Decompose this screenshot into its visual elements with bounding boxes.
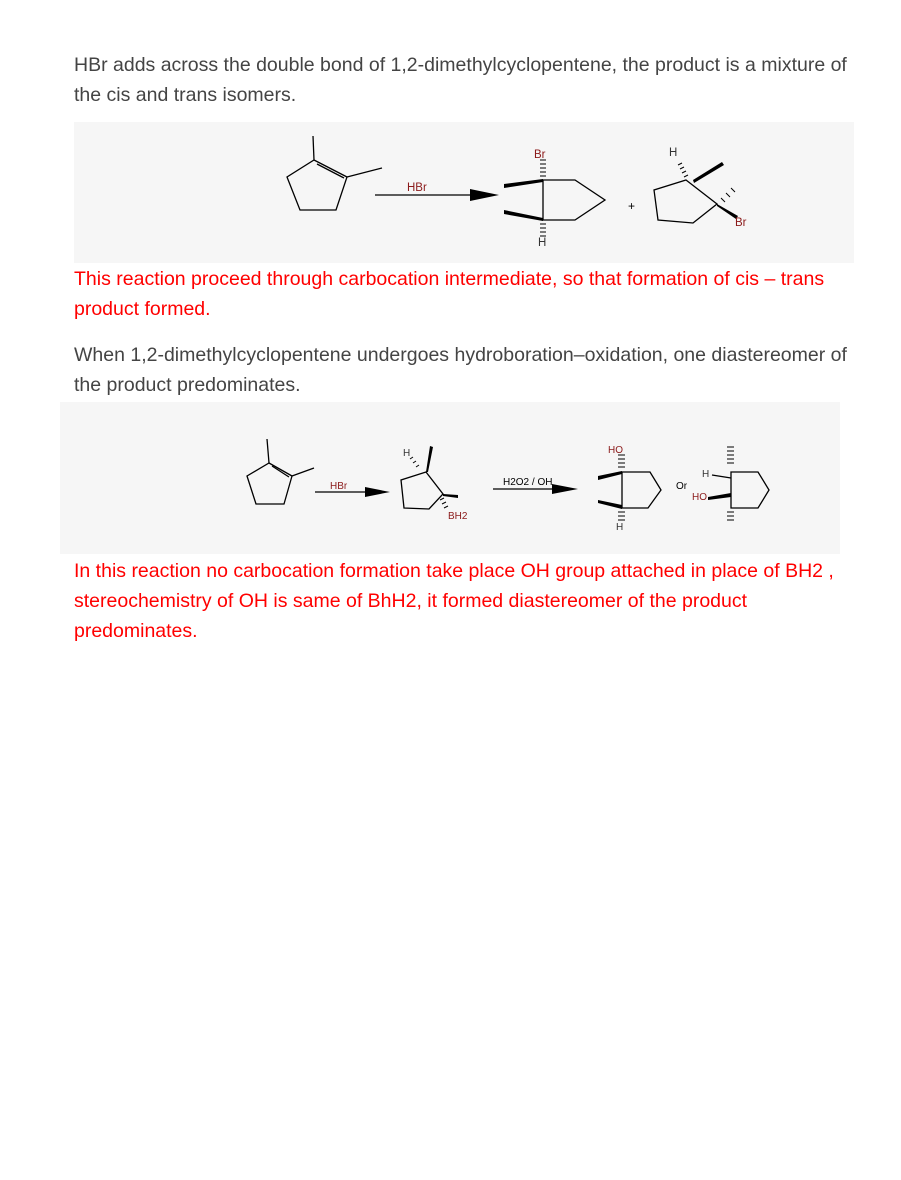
cis-br-label: Br xyxy=(534,149,546,161)
reaction-arrow-1 xyxy=(375,189,499,201)
cis-product-bromide xyxy=(504,179,605,221)
product1-ho-label: HO xyxy=(608,445,623,456)
product-cis-alcohol xyxy=(598,471,661,509)
hbr-addition-diagram xyxy=(74,122,854,263)
product-trans-alcohol xyxy=(708,472,769,508)
product2-h-label: H xyxy=(702,469,710,480)
hydroboration-explanation: In this reaction no carbocation formation take place OH group attached in place of BH2 , stereochemistry of OH is same of BhH2, it formed diastereomer of the product predominates. xyxy=(74,560,834,642)
reagent-hbr-label: HBr xyxy=(407,182,427,194)
intermediate-h-label: H xyxy=(403,448,411,459)
product2-ho-label: HO xyxy=(692,492,707,503)
reactant-dimethylcyclopentene-2 xyxy=(247,439,314,504)
hydroboration-scheme xyxy=(60,402,840,554)
trans-product-bromide xyxy=(654,162,738,223)
plus-sign: + xyxy=(628,199,636,213)
reactant-dimethylcyclopentene xyxy=(287,136,382,210)
carbocation-explanation: This reaction proceed through carbocation intermediate, so that formation of cis – trans product formed. xyxy=(74,268,825,320)
reagent-hbr-label-2: HBr xyxy=(330,481,348,492)
reagent-peroxide-label: H2O2 / OH xyxy=(503,477,553,488)
hydroboration-diagram xyxy=(60,402,840,554)
intro-paragraph: HBr adds across the double bond of 1,2-dimethylcyclopentene, the product is a mixture of the cis and trans isomers. xyxy=(74,54,847,106)
trans-h-label: H xyxy=(669,147,678,159)
or-label: Or xyxy=(676,481,688,492)
trans-br-label: Br xyxy=(735,217,747,229)
reaction-arrow-2 xyxy=(315,487,390,497)
product1-h-label: H xyxy=(616,522,624,533)
hbr-addition-scheme xyxy=(74,122,854,263)
hydroboration-paragraph: When 1,2-dimethylcyclopentene undergoes hydroboration–oxidation, one diastereomer of the product predominates. xyxy=(74,344,847,396)
intermediate-bh2-label: BH2 xyxy=(448,511,468,522)
cis-h-label: H xyxy=(538,237,547,249)
